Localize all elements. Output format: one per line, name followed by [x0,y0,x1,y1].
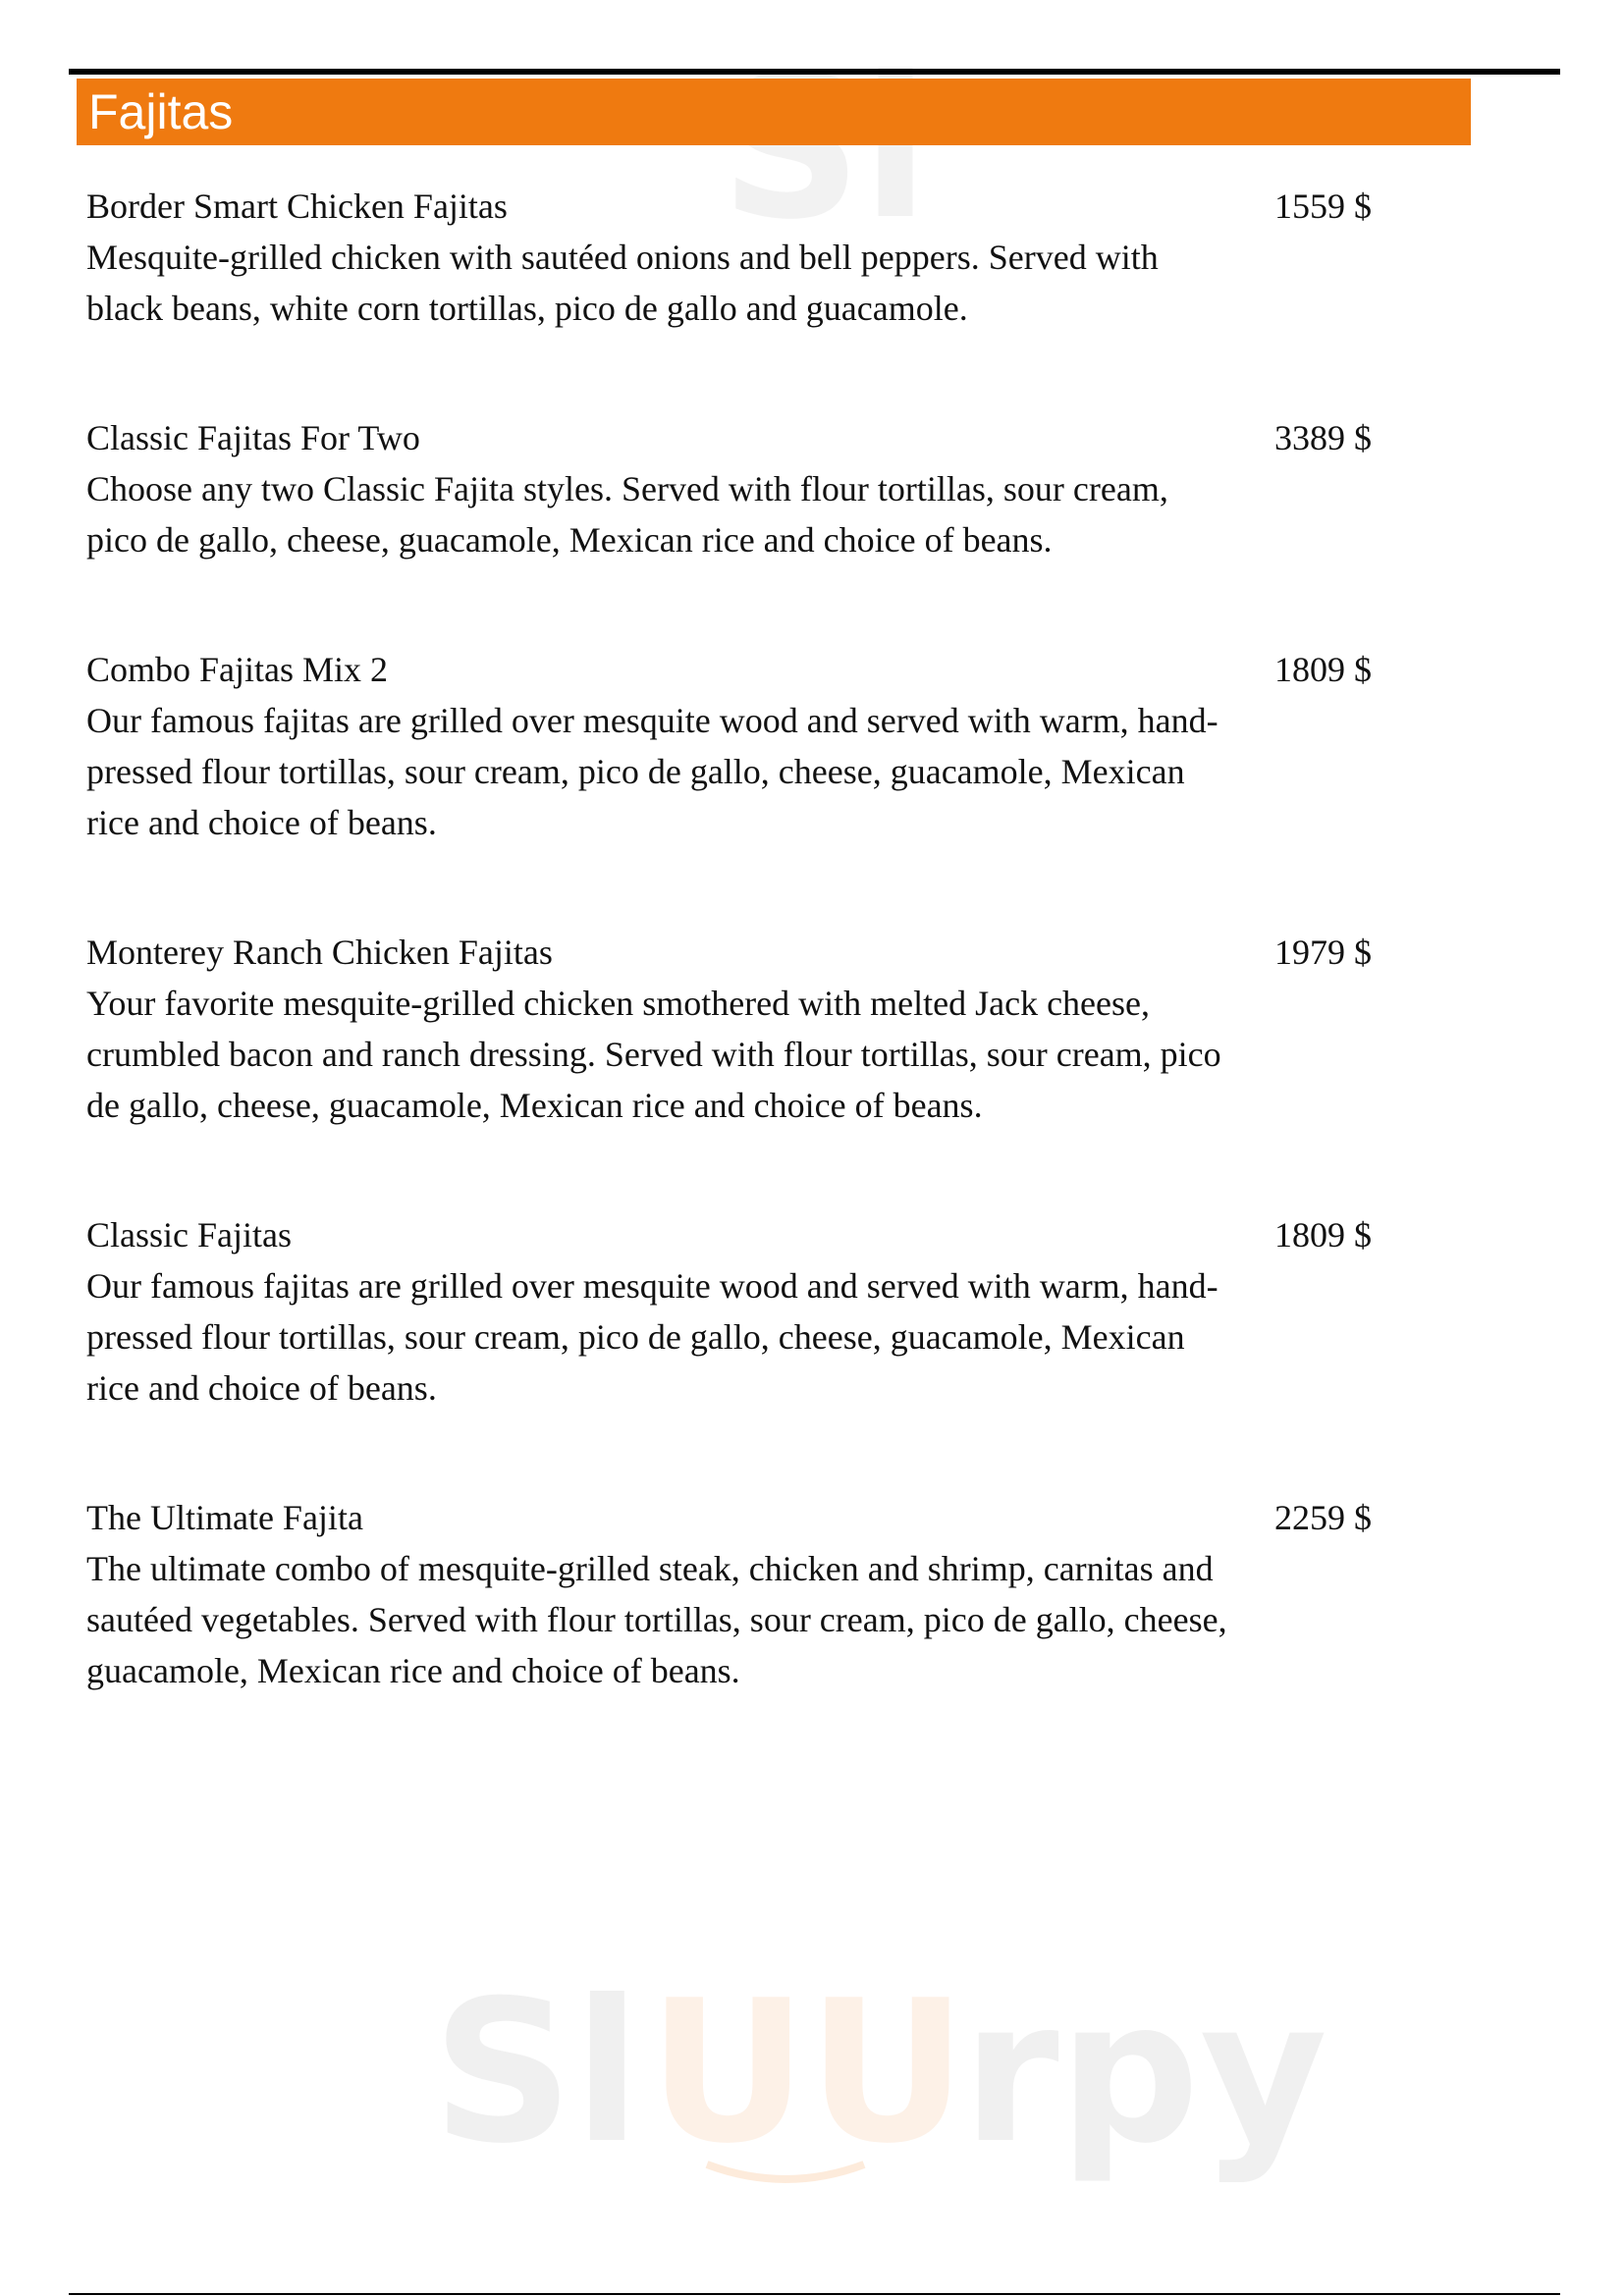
item-price: 2259 $ [1274,1498,1372,1537]
section-title: Fajitas [88,84,234,139]
item-price: 3389 $ [1274,418,1372,457]
item-price: 1979 $ [1274,933,1372,972]
menu-item [86,1492,1392,1696]
item-description: The ultimate combo of mesquite-grilled steak, chicken and shrimp, carnitas and sautéed vegetables. Served with flour tortillas, sour cream, pico de gallo, cheese, guacamole, Mexican rice and choice of beans. [86,1549,1227,1690]
menu-items-list [86,181,1392,1775]
item-price: 1809 $ [1274,1215,1372,1255]
item-name: Monterey Ranch Chicken Fajitas [86,933,553,972]
sluurpy-logo-icon [412,1953,1328,2199]
item-description: Our famous fajitas are grilled over mesquite wood and served with warm, hand-pressed flour tortillas, sour cream, pico de gallo, cheese, guacamole, Mexican rice and choice of beans. [86,1266,1218,1408]
menu-item [86,1209,1392,1414]
item-name: Classic Fajitas For Two [86,418,420,457]
menu-item [86,644,1392,848]
item-description: Our famous fajitas are grilled over mesquite wood and served with warm, hand-pressed flour tortillas, sour cream, pico de gallo, cheese, guacamole, Mexican rice and choice of beans. [86,701,1218,842]
svg-text:Sl: Sl [432,1958,641,2187]
item-name: Combo Fajitas Mix 2 [86,650,389,689]
menu-item [86,412,1392,565]
item-description: Choose any two Classic Fajita styles. Served with flour tortillas, sour cream, pico de gallo, cheese, guacamole, Mexican rice and choice of beans. [86,469,1168,560]
top-divider [69,69,1560,75]
item-name: Border Smart Chicken Fajitas [86,187,508,226]
menu-item [86,181,1392,334]
svg-text:Sl: Sl [720,34,930,263]
item-price: 1559 $ [1274,187,1372,226]
menu-item [86,927,1392,1131]
item-name: The Ultimate Fajita [86,1498,363,1537]
item-description: Your favorite mesquite-grilled chicken smothered with melted Jack cheese, crumbled bacon and ranch dressing. Served with flour tortillas, sour cream, pico de gallo, cheese, guacamole, Mexican rice and choice of beans. [86,984,1221,1125]
bottom-divider [69,2293,1560,2295]
item-description: Mesquite-grilled chicken with sautéed onions and bell peppers. Served with black beans, white corn tortillas, pico de gallo and guacamole. [86,238,1159,328]
item-name: Classic Fajitas [86,1215,292,1255]
section-header [77,79,1471,145]
item-price: 1809 $ [1274,650,1372,689]
svg-text:UU: UU [648,1958,967,2187]
svg-text:rpy: rpy [962,1958,1328,2187]
